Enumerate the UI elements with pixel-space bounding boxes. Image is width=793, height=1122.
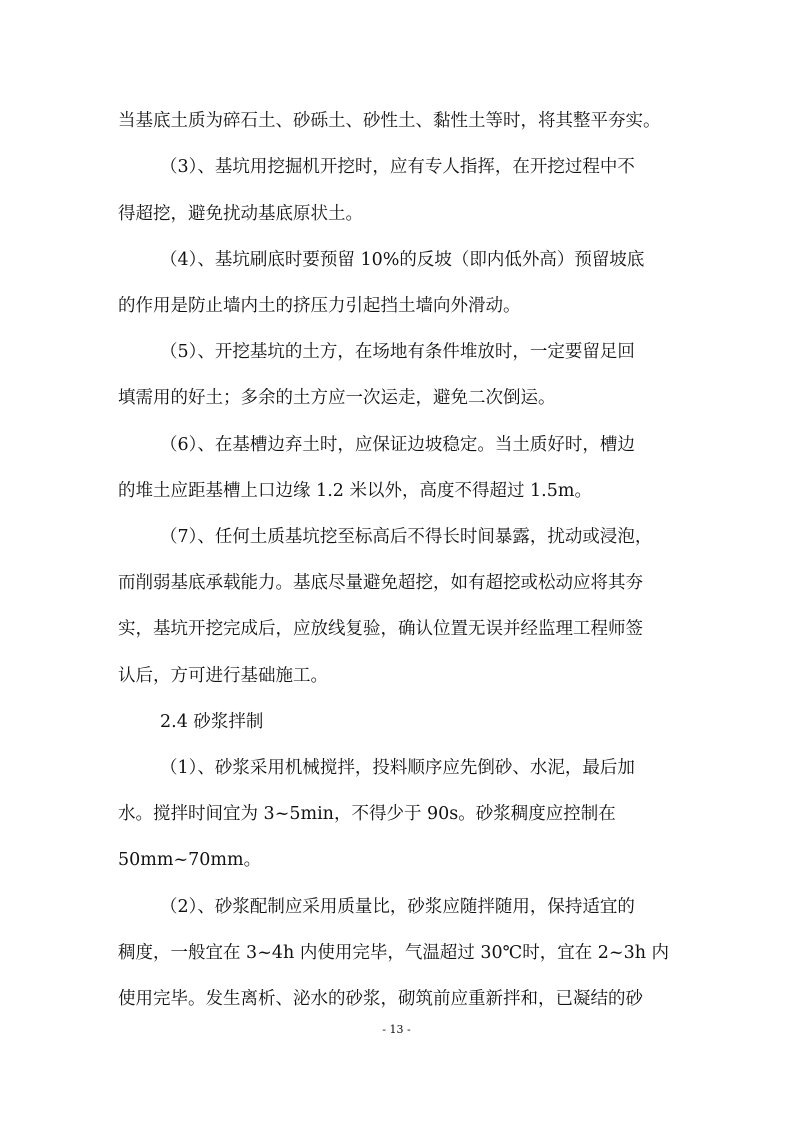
text-line-19: 稠度，一般宜在 3~4h 内使用完毕，气温超过 30℃时，宜在 2~3h 内 xyxy=(118,943,670,963)
text-line-11: 而削弱基底承载能力。基底尽量避免超挖，如有超挖或松动应将其夯 xyxy=(118,573,643,593)
text-line-2: （3）、基坑用挖掘机开挖时，应有专人指挥，在开挖过程中不 xyxy=(160,157,635,177)
text-line-8: （6）、在基槽边弃土时，应保证边坡稳定。当土质好时，槽边 xyxy=(160,435,635,455)
text-line-1: 当基底土质为碎石土、砂砾土、砂性土、黏性土等时，将其整平夯实。 xyxy=(118,111,661,131)
text-line-4: （4）、基坑刷底时要预留 10%的反坡（即内低外高）预留坡底 xyxy=(160,250,645,270)
text-line-18: （2）、砂浆配制应采用质量比，砂浆应随拌随用，保持适宜的 xyxy=(160,897,635,917)
text-line-15: （1）、砂浆采用机械搅拌，投料顺序应先倒砂、水泥，最后加 xyxy=(160,758,635,778)
text-line-13: 认后，方可进行基础施工。 xyxy=(118,666,328,686)
text-line-9: 的堆土应距基槽上口边缘 1.2 米以外，高度不得超过 1.5m。 xyxy=(118,481,592,501)
text-line-6: （5）、开挖基坑的土方，在场地有条件堆放时，一定要留足回 xyxy=(160,342,635,362)
section-heading: 2.4 砂浆拌制 xyxy=(160,712,264,732)
text-line-5: 的作用是防止墙内土的挤压力引起挡土墙向外滑动。 xyxy=(118,296,521,316)
text-line-17: 50mm~70mm。 xyxy=(118,850,262,870)
text-line-20: 使用完毕。发生离析、泌水的砂浆，砌筑前应重新拌和，已凝结的砂 xyxy=(118,989,643,1009)
page-number: - 13 - xyxy=(382,1023,411,1036)
text-line-7: 填需用的好土；多余的土方应一次运走，避免二次倒运。 xyxy=(118,388,556,408)
text-line-3: 得超挖，避免扰动基底原状土。 xyxy=(118,204,363,224)
text-line-16: 水。搅拌时间宜为 3~5min，不得少于 90s。砂浆稠度应控制在 xyxy=(118,804,616,824)
text-line-10: （7）、任何土质基坑挖至标高后不得长时间暴露，扰动或浸泡， xyxy=(160,527,653,547)
text-line-12: 实，基坑开挖完成后，应放线复验，确认位置无误并经监理工程师签 xyxy=(118,619,643,639)
